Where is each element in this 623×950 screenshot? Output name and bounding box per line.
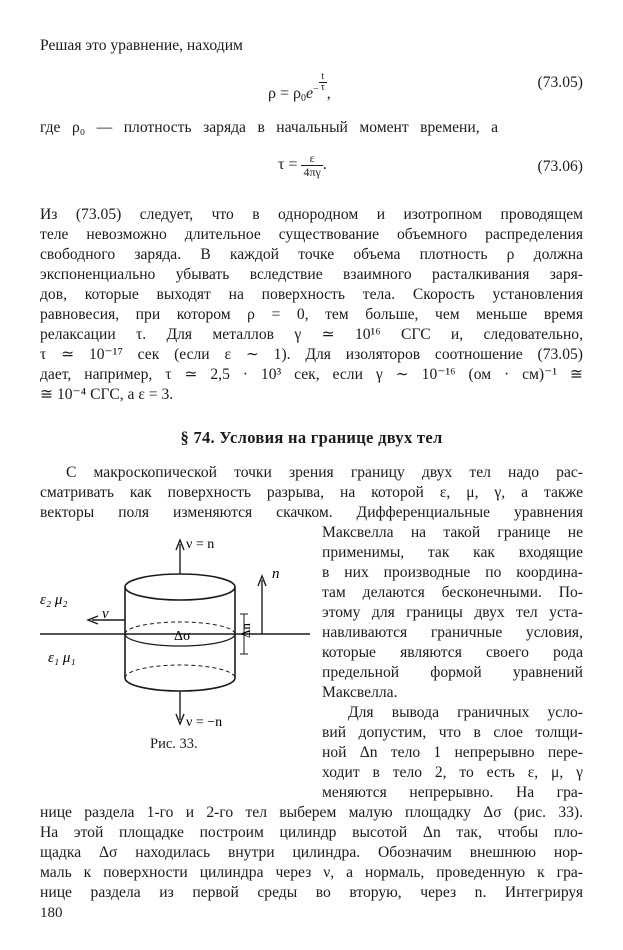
text-line: нице раздела из первой среды во вторую, через n. Интегрируя	[40, 884, 583, 901]
equation-73-06: τ = $\frac{\varepsilon}{4\pi\gamma}$ .	[278, 151, 327, 179]
text-line: ≅ 10⁻⁴ СГС, а ε = 3.	[40, 386, 174, 403]
text-line: нице раздела 1-го и 2-го тел выберем малую площадку Δσ (рис. 33).	[40, 804, 583, 821]
cylinder-bottom	[125, 678, 235, 691]
label-dsigma: Δσ	[174, 629, 191, 644]
label-dn: Δn	[238, 623, 253, 638]
equation-number: (73.06)	[537, 158, 583, 175]
text-line: векторы поля изменяются скачком. Дифференциальные уравнения	[40, 504, 583, 521]
text-line: там делаются бесконечными. По-	[322, 584, 583, 601]
text-line: τ ≃ 10⁻¹⁷ сек (если ε ∼ 1). Для изоляторов соотношение (73.05)	[40, 346, 583, 363]
text-line: Решая это уравнение, находим	[40, 37, 243, 54]
page-number: 180	[40, 905, 63, 921]
label-n: n	[272, 566, 280, 582]
label-medium2: ε₂ μ₂	[40, 592, 68, 608]
figure-caption: Рис. 33.	[150, 736, 198, 752]
text-line: меняются непрерывно. На гра-	[322, 784, 583, 801]
label-nu: ν	[102, 606, 109, 622]
label-top: ν = n	[186, 537, 215, 552]
equation-number: (73.05)	[537, 74, 583, 91]
text-line: свободного заряда. В каждой точке объема плотность ρ должна	[40, 246, 583, 263]
text-line: релаксации τ. Для металлов γ ≃ 10¹⁶ СГС и, следовательно,	[40, 326, 583, 343]
text-line: предельной формой уравнений	[322, 664, 583, 681]
text-line: дает, например, τ ≃ 2,5 · 10³ сек, если γ ∼ 10⁻¹⁶ (ом · см)⁻¹ ≅	[40, 366, 583, 383]
text-line: этому для границы двух тел уста-	[322, 604, 583, 621]
text-line: щадка Δσ находилась внутри цилиндра. Обозначим внешнюю нор-	[40, 844, 583, 861]
text-line: где ρ₀ — плотность заряда в начальный момент времени, а	[40, 119, 498, 136]
section-heading: § 74. Условия на границе двух тел	[180, 428, 443, 447]
text-line: Для вывода граничных усло-	[348, 704, 583, 721]
text-line: навливаются граничные условия,	[322, 624, 583, 641]
text-line: теле невозможно длительное существование объемного распределения	[40, 226, 583, 243]
figure-cylinder	[40, 530, 320, 730]
text-line: Максвелла на такой границе не	[322, 524, 583, 541]
text-line: маль к поверхности цилиндра через ν, а нормаль, проведенную к гра-	[40, 864, 583, 881]
text-line: С макроскопической точки зрения границу двух тел надо рас-	[66, 464, 583, 481]
text-line: ной Δn тело 1 непрерывно пере-	[322, 744, 583, 761]
label-medium1: ε₁ μ₁	[48, 650, 76, 666]
text-line: Максвелла.	[322, 684, 398, 701]
cylinder-top	[125, 574, 235, 600]
text-line: дов, которые выходят на поверхность тела. Скорость установления	[40, 286, 583, 303]
label-bottom: ν = −n	[186, 715, 223, 730]
equation-73-05: $\rho = \rho_0e^{- \frac{t}{\tau}}$ ,	[268, 71, 331, 104]
text-line: экспоненциально убывать вследствие взаимного расталкивания заря-	[40, 266, 583, 283]
text-line: вий допустим, что в слое толщи-	[322, 724, 583, 741]
text-line: которые являются своего рода	[322, 644, 583, 661]
text-line: сматривать как поверхность разрыва, на которой ε, μ, γ, а также	[40, 484, 583, 501]
text-line: ходит в тело 2, то есть ε, μ, γ	[322, 764, 583, 781]
text-line: в них производные по координа-	[322, 564, 583, 581]
text-line: На этой площадке построим цилиндр высотой Δn так, чтобы пло-	[40, 824, 583, 841]
text-line: Из (73.05) следует, что в однородном и изотропном проводящем	[40, 206, 583, 223]
text-line: равновесия, при котором ρ = 0, тем больше, чем меньше время	[40, 306, 583, 323]
text-line: применимы, так как входящие	[322, 544, 583, 561]
